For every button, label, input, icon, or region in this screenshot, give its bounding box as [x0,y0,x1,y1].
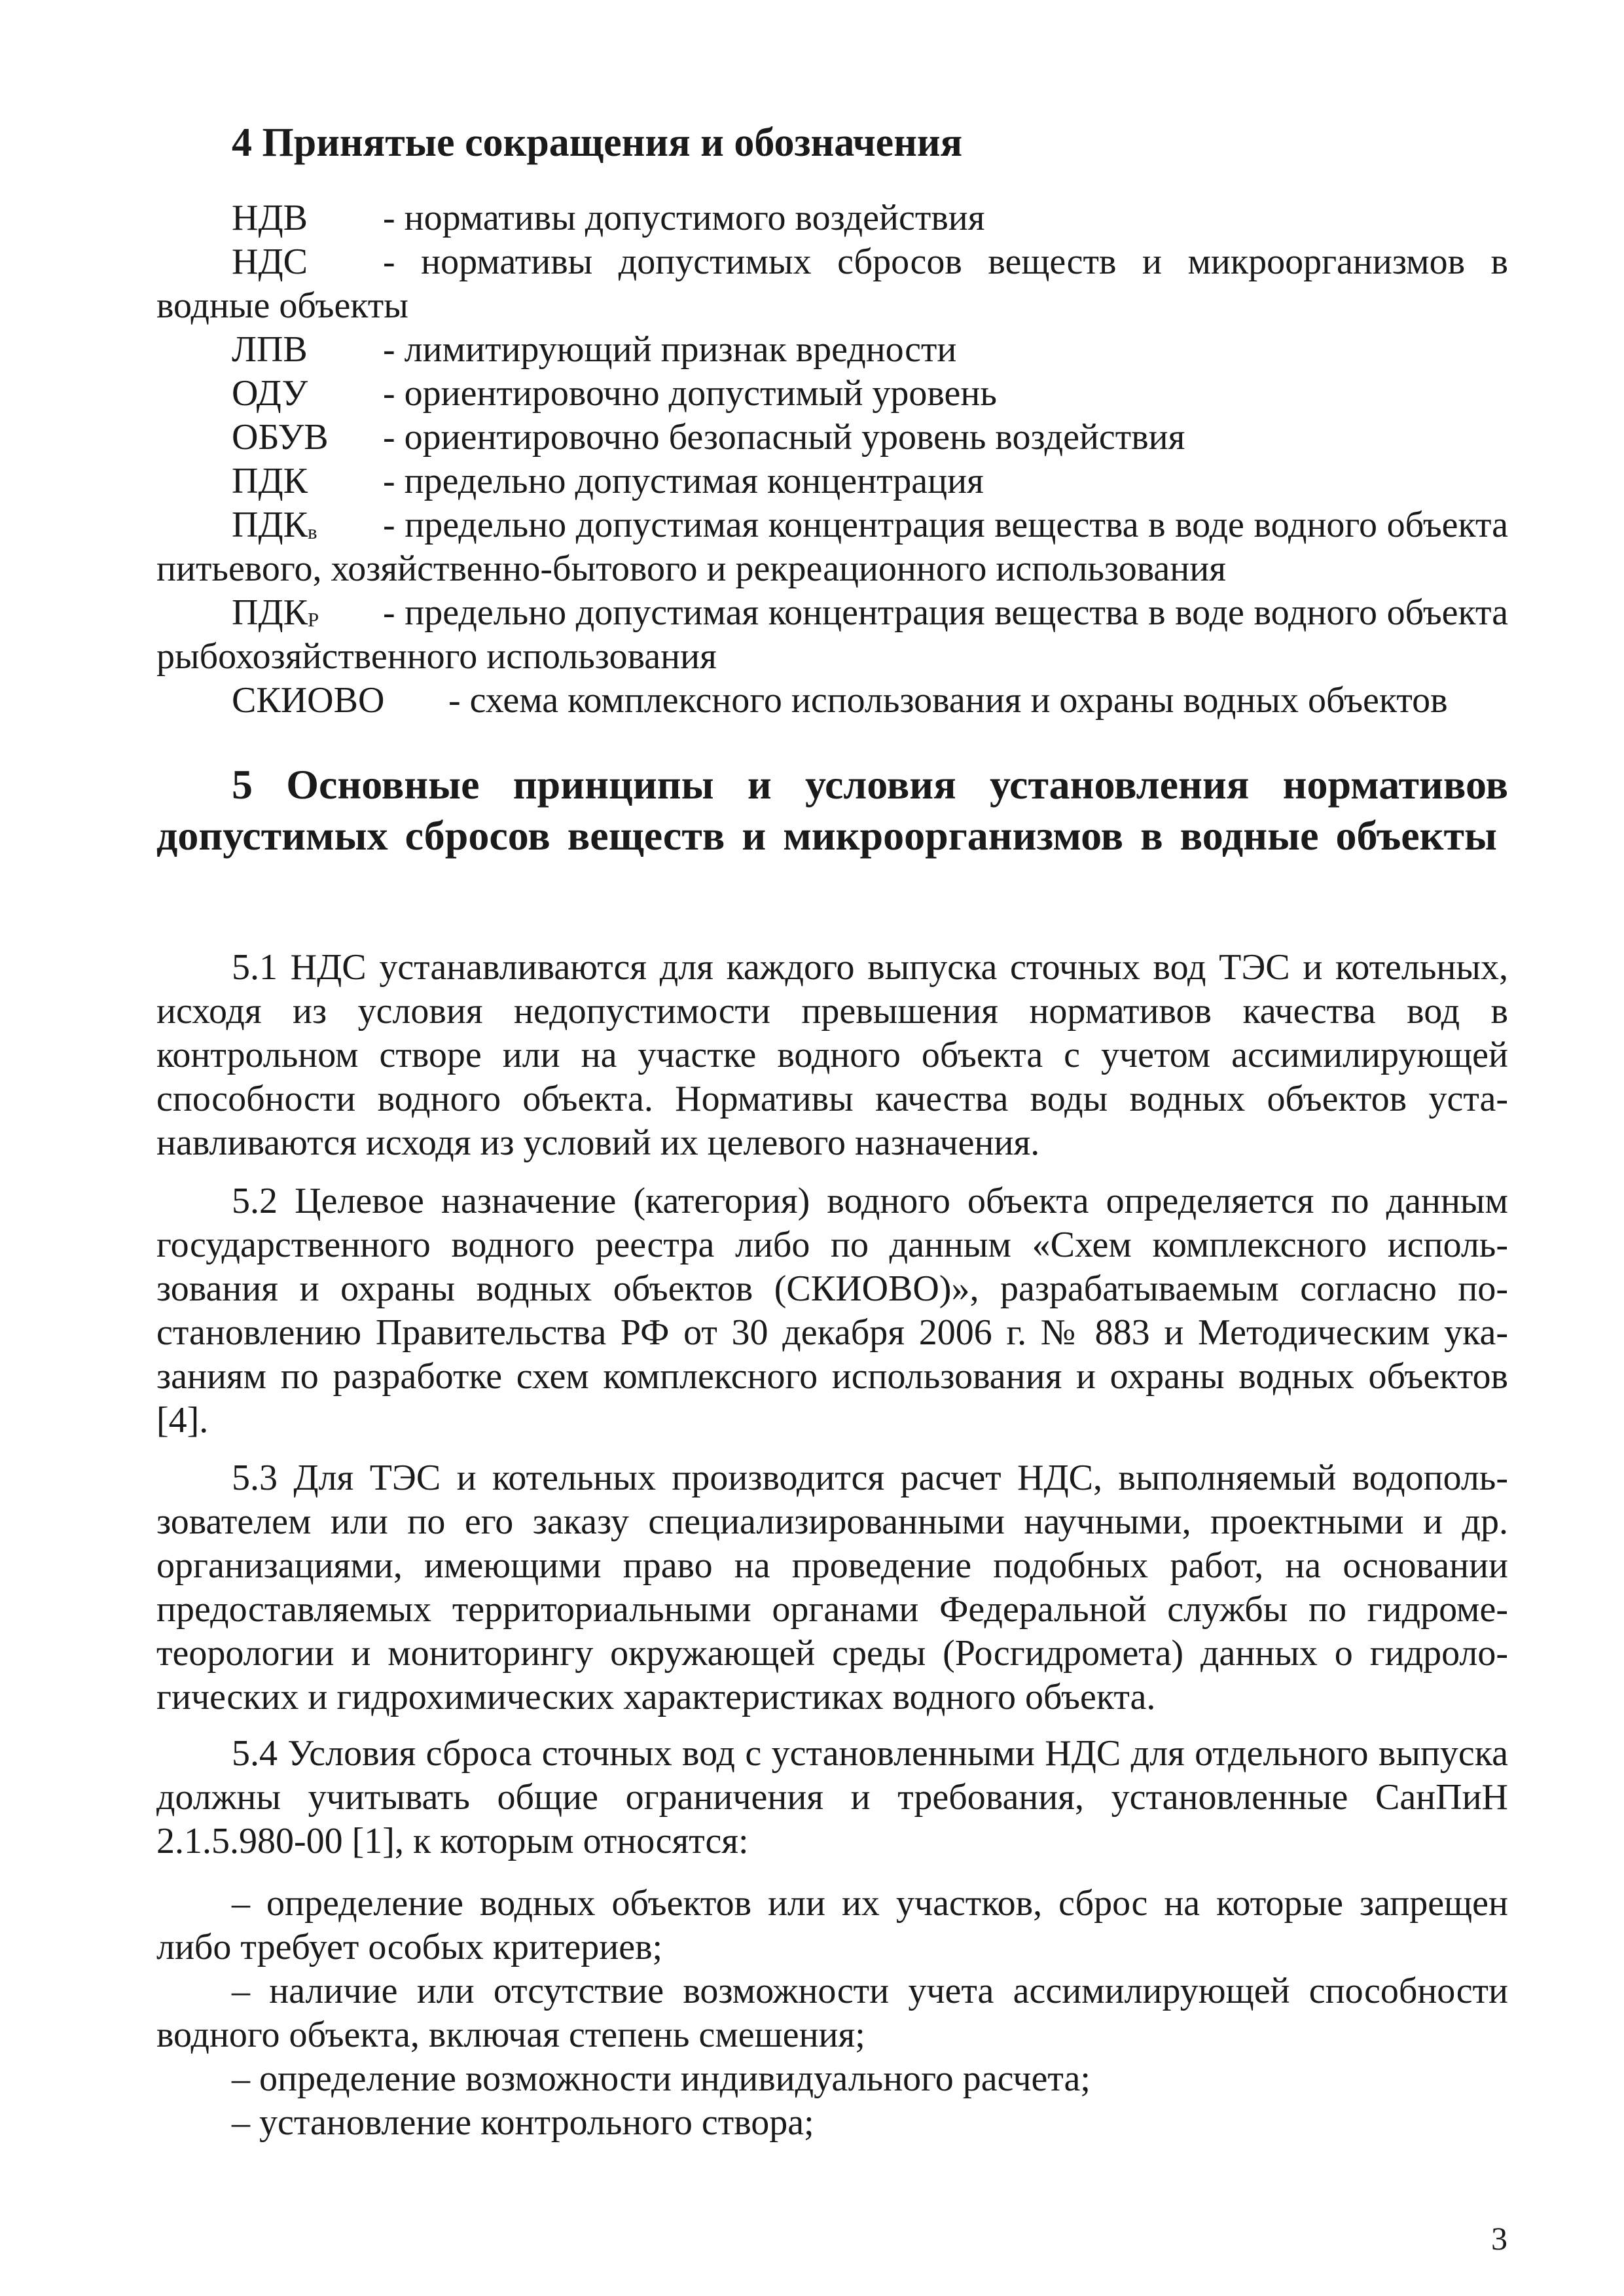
abbreviation-item [156,372,1508,416]
section-4-heading: 4 Принятые сокращения и обозначения [232,120,963,165]
list-item: – определение возможности индивидуального расчета; [232,2058,1091,2099]
abbreviation-definition: - ориентировочно безопасный уровень воздействия [383,417,1185,457]
abbreviation-item [156,459,1508,503]
abbreviation-item [156,591,1508,679]
abbreviation-item [156,328,1508,372]
abbreviation-definition: - схема комплексного использования и охраны водных объектов [448,680,1448,721]
abbreviation-item [156,503,1508,591]
abbreviation-term: НДС [232,242,308,282]
list-item: – установление контрольного створа; [232,2102,814,2143]
list-item: – определение водных объектов или их участков, сброс на которые запрещен либо требует особых критериев; [156,1883,1508,1967]
page-number: 3 [1491,2220,1507,2257]
section-5-heading: 5 Основные принципы и условия установления нормативов допустимых сбросов веществ и микроорганизмов в водные объекты [156,761,1508,859]
abbreviation-term: НДВ [232,198,308,238]
paragraph-5-3: 5.3 Для ТЭС и котельных производится расчет НДС, выполняемый водопользователем или по его заказу специализированными научными, проектными и др. организациями, имеющими право на проведение подобных работ, на основании предоставляемых территориальными органами Федеральной службы по гидрометеорологии и мониторингу окружающей среды (Росгидромета) данных о гидрологических и гидрохимических характеристиках водного объекта. [156,1458,1508,1717]
abbreviation-term: ПДК [232,461,308,501]
subscript: Р [308,609,319,632]
abbreviation-term: $ПДК_Р$ [232,592,319,633]
abbreviation-definition: - нормативы допустимых сбросов веществ и микроорганизмов в водные объекты [156,242,1508,326]
abbreviation-definition: - предельно допустимая концентрация [383,461,984,501]
abbreviation-term: ОДУ [232,373,308,414]
abbreviation-item [156,416,1508,459]
abbreviation-item [156,679,1508,723]
abbreviation-definition: - лимитирующий признак вредности [383,329,957,370]
abbreviation-definition: - нормативы допустимого воздействия [383,198,985,238]
list-item: – наличие или отсутствие возможности учета ассимилирующей способности водного объекта, включая степень смешения; [156,1971,1508,2055]
paragraph-5-1: 5.1 НДС устанавливаются для каждого выпуска сточных вод ТЭС и котельных, исходя из условия недопустимости превышения нормативов качества вод в контрольном створе или на участке водного объекта с учетом ассимилирующей способности водного объекта. Нормативы качества воды водных объектов устанавливаются исходя из условий их целевого назначения. [156,947,1508,1163]
paragraph-5-4: 5.4 Условия сброса сточных вод с установленными НДС для отдельного выпуска должны учитывать общие ограничения и требования, установленные СанПиН 2.1.5.980-00 [1], к которым относятся: [156,1733,1508,1861]
abbreviation-definition: - предельно допустимая концентрация вещества в воде водного объекта питьевого, хозяйственно-бытового и рекреационного использования [156,505,1508,589]
subscript: в [308,521,317,544]
abbreviation-definition: - ориентировочно допустимый уровень [383,373,997,414]
abbreviation-item [156,196,1508,240]
abbreviation-term: $ПДК_в$ [232,505,317,545]
abbreviation-term: ОБУВ [232,417,329,457]
abbreviation-term: СКИОВО [232,680,385,721]
abbreviation-term: ЛПВ [232,329,308,370]
paragraph-5-2: 5.2 Целевое назначение (категория) водного объекта определяется по данным государственного водного реестра либо по данным «Схем комплексного использования и охраны водных объектов (СКИОВО)», разрабатываемым согласно постановлению Правительства РФ от 30 декабря 2006 г. № 883 и Методическим указаниям по разработке схем комплексного использования и охраны водных объектов [4]. [156,1181,1508,1441]
abbreviation-item [156,240,1508,328]
abbreviation-definition: - предельно допустимая концентрация вещества в воде водного объекта рыбохозяйственного использования [156,592,1508,677]
